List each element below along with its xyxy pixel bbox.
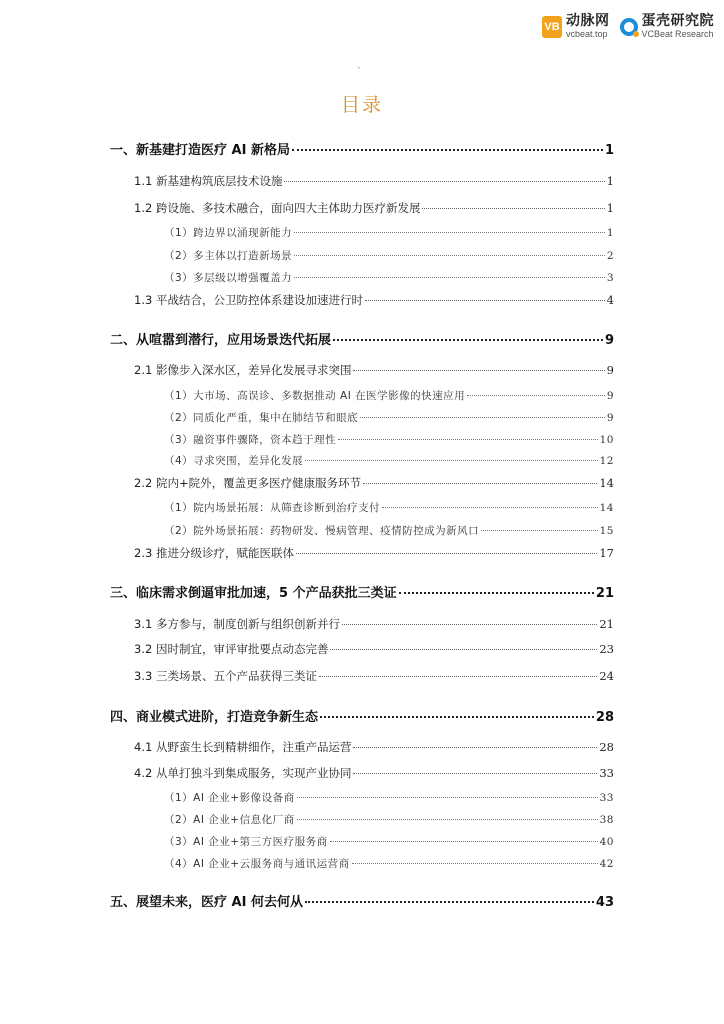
stray-mark: 、 xyxy=(357,61,367,71)
toc-page-number: 15 xyxy=(599,525,614,537)
toc-page-number: 33 xyxy=(599,792,614,804)
vcbeat-research-logo-icon xyxy=(620,18,638,36)
toc-page-number: 9 xyxy=(606,363,614,377)
toc-page-number: 14 xyxy=(599,476,614,490)
toc-entry-label: 3.2 因时制宜，审评审批要点动态完善 xyxy=(134,642,329,656)
toc-entry-level3[interactable] xyxy=(164,856,614,871)
toc-entry-label: 4.2 从单打独斗到集成服务，实现产业协同 xyxy=(134,766,352,780)
toc-leader-dots xyxy=(338,439,597,440)
toc-leader-dots xyxy=(294,277,605,278)
toc-leader-dots xyxy=(365,300,605,301)
toc-page-number: 9 xyxy=(606,412,614,424)
toc-entry-level3[interactable] xyxy=(164,388,614,403)
toc-leader-dots xyxy=(467,395,605,396)
toc-leader-dots xyxy=(382,507,597,508)
toc-page-number: 23 xyxy=(599,642,614,656)
toc-page-number: 1 xyxy=(606,227,614,239)
toc-page-number: 3 xyxy=(606,272,614,284)
toc-page-number: 2 xyxy=(606,250,614,262)
toc-entry-level2[interactable] xyxy=(134,173,614,189)
toc-page-number: 12 xyxy=(599,455,614,467)
toc-page-number: 1 xyxy=(606,201,614,215)
toc-entry-level3[interactable] xyxy=(164,453,614,468)
toc-page-number: 1 xyxy=(604,143,614,158)
toc-leader-dots xyxy=(330,649,597,650)
toc-entry-level3[interactable] xyxy=(164,410,614,425)
toc-leader-dots xyxy=(422,208,604,209)
toc-page-number: 21 xyxy=(599,617,614,631)
toc-entry-level2[interactable] xyxy=(134,668,614,684)
toc-entry-level3[interactable] xyxy=(164,523,614,538)
toc-entry-level1[interactable] xyxy=(110,329,614,348)
toc-leader-dots xyxy=(297,797,598,798)
toc-page-number: 14 xyxy=(599,502,614,514)
toc-entry-level1[interactable] xyxy=(110,891,614,910)
toc-entry-level3[interactable] xyxy=(164,790,614,805)
toc-leader-dots xyxy=(353,773,597,774)
toc-leader-dots xyxy=(292,149,603,151)
toc-entry-label: （3）AI 企业+第三方医疗服务商 xyxy=(164,836,328,848)
toc-page-number: 4 xyxy=(606,293,614,307)
toc-leader-dots xyxy=(284,181,604,182)
toc-entry-level1[interactable] xyxy=(110,139,614,158)
toc-leader-dots xyxy=(296,553,597,554)
toc-entry-level3[interactable] xyxy=(164,270,614,285)
toc-entry-label: 四、商业模式进阶，打造竞争新生态 xyxy=(110,710,319,725)
toc-page-number: 40 xyxy=(599,836,614,848)
toc-leader-dots xyxy=(399,592,594,594)
toc-entry-level2[interactable] xyxy=(134,362,614,378)
toc-leader-dots xyxy=(360,417,605,418)
toc-entry-label: （1）大市场、高误诊、多数据推动 AI 在医学影像的快速应用 xyxy=(164,390,466,402)
toc-page-number: 17 xyxy=(599,546,614,560)
toc-entry-level2[interactable] xyxy=(134,739,614,755)
vcbeat-research-logo xyxy=(620,14,715,39)
toc-entry-label: 1.3 平战结合，公卫防控体系建设加速进行时 xyxy=(134,293,363,307)
toc-leader-dots xyxy=(330,841,598,842)
toc-entry-label: 三、临床需求倒逼审批加速，5 个产品获批三类证 xyxy=(110,586,397,601)
toc-entry-level1[interactable] xyxy=(110,706,614,725)
toc-leader-dots xyxy=(353,370,604,371)
toc-entry-label: （1）跨边界以涌现新能力 xyxy=(164,227,293,239)
toc-entry-level2[interactable] xyxy=(134,616,614,632)
toc-leader-dots xyxy=(320,716,594,718)
toc-page-number: 28 xyxy=(595,710,614,725)
toc-entry-label: （2）院外场景拓展：药物研发、慢病管理、疫情防控成为新风口 xyxy=(164,525,480,537)
toc-entry-level1[interactable] xyxy=(110,582,614,601)
toc-page-number: 1 xyxy=(606,174,614,188)
toc-entry-level2[interactable] xyxy=(134,475,614,491)
toc-leader-dots xyxy=(333,339,603,341)
toc-page-number: 9 xyxy=(604,333,614,348)
toc-entry-level3[interactable] xyxy=(164,432,614,447)
toc-entry-label: 3.3 三类场景、五个产品获得三类证 xyxy=(134,669,317,683)
toc-entry-label: 五、展望未来，医疗 AI 何去何从 xyxy=(110,895,303,910)
vcbeat-logo xyxy=(542,14,610,39)
toc-entry-label: 4.1 从野蛮生长到精耕细作，注重产品运营 xyxy=(134,740,352,754)
toc-leader-dots xyxy=(297,819,598,820)
toc-entry-level3[interactable] xyxy=(164,500,614,515)
toc-leader-dots xyxy=(319,676,597,677)
toc-entry-level3[interactable] xyxy=(164,812,614,827)
toc-page-number: 21 xyxy=(595,586,614,601)
toc-leader-dots xyxy=(305,901,594,903)
toc-leader-dots xyxy=(342,624,597,625)
toc-leader-dots xyxy=(363,483,597,484)
toc-page-number: 28 xyxy=(599,740,614,754)
toc-entry-level3[interactable] xyxy=(164,834,614,849)
toc-title: 目录 xyxy=(340,94,383,116)
toc-entry-level2[interactable] xyxy=(134,641,614,657)
vcbeat-research-logo-sub: VCBeat Research xyxy=(641,29,714,39)
toc-entry-label: （4）寻求突围，差异化发展 xyxy=(164,455,304,467)
toc-entry-label: 3.1 多方参与，制度创新与组织创新并行 xyxy=(134,617,340,631)
toc-entry-label: （1）院内场景拓展：从筛查诊断到治疗支付 xyxy=(164,502,381,514)
toc-entry-label: （3）融资事件骤降，资本趋于理性 xyxy=(164,434,337,446)
toc-entry-level3[interactable] xyxy=(164,248,614,263)
toc-page-number: 24 xyxy=(599,669,614,683)
vcbeat-logo-name: 动脉网 xyxy=(566,13,610,29)
toc-leader-dots xyxy=(294,232,605,233)
toc-entry-label: （2）同质化严重，集中在肺结节和眼底 xyxy=(164,412,359,424)
toc-page-number: 38 xyxy=(599,814,614,826)
vcbeat-logo-url: vcbeat.top xyxy=(566,29,608,39)
toc-entry-level3[interactable] xyxy=(164,225,614,240)
toc-leader-dots xyxy=(294,255,605,256)
toc-entry-label: （2）多主体以打造新场景 xyxy=(164,250,293,262)
toc-entry-label: （4）AI 企业+云服务商与通讯运营商 xyxy=(164,858,350,870)
toc-entry-label: 2.2 院内+院外，覆盖更多医疗健康服务环节 xyxy=(134,476,362,490)
toc-entry-label: （1）AI 企业+影像设备商 xyxy=(164,792,295,804)
toc-entry-label: 1.2 跨设施、多技术融合，面向四大主体助力医疗新发展 xyxy=(134,201,421,215)
toc-page-number: 10 xyxy=(599,434,614,446)
vcbeat-research-logo-name: 蛋壳研究院 xyxy=(641,13,714,29)
toc-entry-label: 二、从喧嚣到潜行，应用场景迭代拓展 xyxy=(110,333,332,348)
toc-entry-label: 一、新基建打造医疗 AI 新格局 xyxy=(110,143,290,158)
toc-page-number: 43 xyxy=(595,895,614,910)
toc-leader-dots xyxy=(353,747,597,748)
toc-entry-label: 2.3 推进分级诊疗，赋能医联体 xyxy=(134,546,294,560)
header-logos xyxy=(542,14,714,39)
toc-page-number: 9 xyxy=(606,390,614,402)
toc-entry-level2[interactable] xyxy=(134,545,614,561)
toc-entry-label: 1.1 新基建构筑底层技术设施 xyxy=(134,174,283,188)
toc-leader-dots xyxy=(481,530,597,531)
toc-page-number: 33 xyxy=(599,766,614,780)
toc-leader-dots xyxy=(305,460,597,461)
toc-entry-level2[interactable] xyxy=(134,292,614,308)
toc-page-number: 42 xyxy=(599,858,614,870)
toc-leader-dots xyxy=(352,863,598,864)
toc-entry-level2[interactable] xyxy=(134,200,614,216)
toc-entry-label: 2.1 影像步入深水区，差异化发展寻求突围 xyxy=(134,363,352,377)
toc-entry-level2[interactable] xyxy=(134,765,614,781)
toc-entry-label: （3）多层级以增强覆盖力 xyxy=(164,272,293,284)
vcbeat-logo-icon: VB xyxy=(542,16,562,38)
toc-entry-label: （2）AI 企业+信息化厂商 xyxy=(164,814,295,826)
